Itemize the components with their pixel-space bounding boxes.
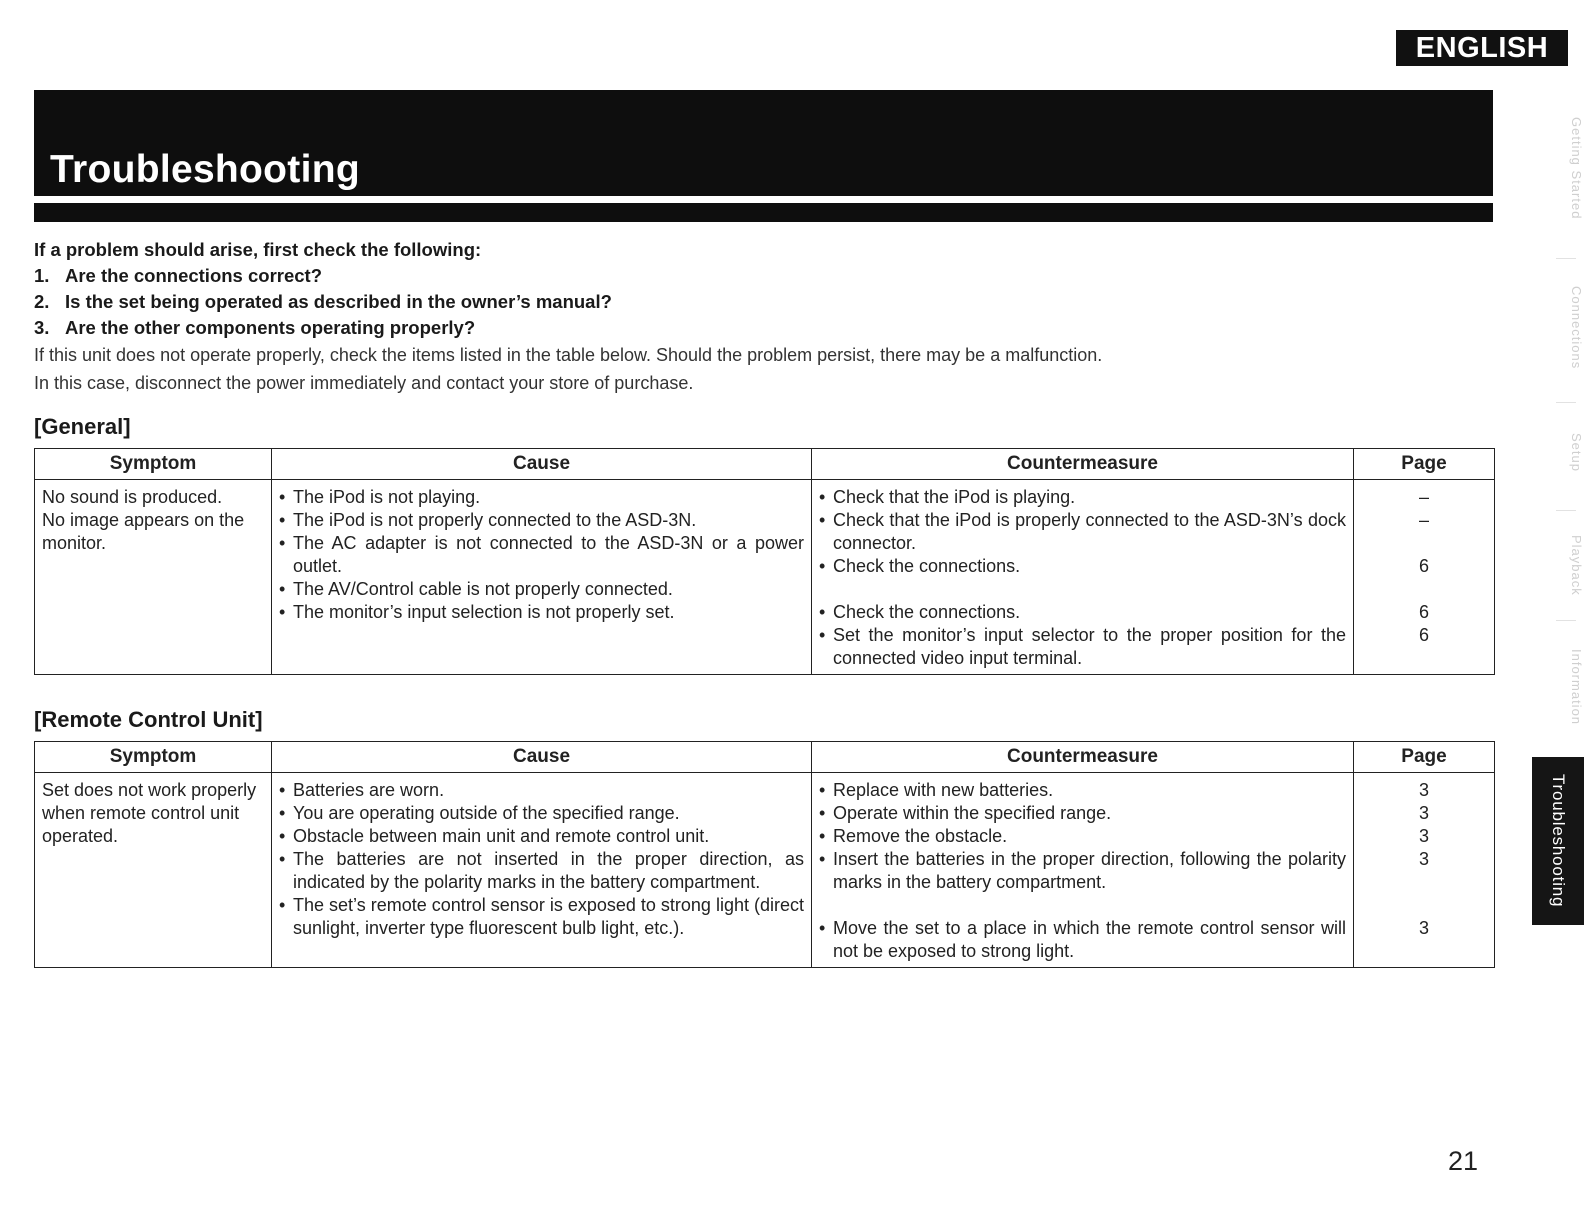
intro-question-2	[34, 289, 1334, 315]
cause-cell	[272, 480, 812, 675]
page-header: Page	[1354, 742, 1495, 773]
countermeasure-cell	[812, 480, 1354, 675]
cause-header: Cause	[272, 742, 812, 773]
countermeasure-item: • Move the set to a place in which the remote control sensor will not be exposed to strong light.	[819, 917, 1346, 963]
countermeasure-item: • Check that the iPod is properly connected to the ASD-3N’s dock connector.	[819, 509, 1346, 555]
cause-item: • The iPod is not playing.	[279, 486, 804, 509]
cause-item: • You are operating outside of the specified range.	[279, 802, 804, 825]
spacer	[1361, 578, 1487, 601]
tab-divider	[1556, 402, 1576, 403]
page-ref: –	[1418, 510, 1429, 530]
page-ref: 3	[1418, 918, 1429, 938]
cause-item: • The AV/Control cable is not properly connected.	[279, 578, 804, 601]
intro-note-2: In this case, disconnect the power immediately and contact your store of purchase.	[34, 373, 694, 393]
cause-item: • The set’s remote control sensor is exposed to strong light (direct sunlight, inverter type fluorescent bulb light, etc.).	[279, 894, 804, 940]
spacer	[1361, 894, 1487, 917]
question-text: Is the set being operated as described in the owner’s manual?	[65, 291, 612, 312]
cause-item: • The batteries are not inserted in the proper direction, as indicated by the polarity marks in the battery compartment.	[279, 848, 804, 894]
page-cell	[1354, 480, 1495, 675]
side-tab-connections[interactable]: Connections	[1569, 286, 1584, 370]
countermeasure-item: • Check the connections.	[819, 555, 1346, 578]
countermeasure-header: Countermeasure	[812, 449, 1354, 480]
question-number: 2.	[34, 291, 50, 312]
cause-item: • The monitor’s input selection is not properly set.	[279, 601, 804, 624]
symptom-text: Set does not work properly when remote control unit operated.	[42, 780, 257, 846]
page-number: 21	[1448, 1146, 1479, 1176]
remote-heading: [Remote Control Unit]	[34, 707, 263, 732]
countermeasure-header: Countermeasure	[812, 742, 1354, 773]
countermeasure-item: • Set the monitor’s input selector to the proper position for the connected video input terminal.	[819, 624, 1346, 670]
spacer	[1361, 871, 1487, 894]
spacer	[819, 894, 1346, 917]
countermeasure-item: • Remove the obstacle.	[819, 825, 1346, 848]
remote-table-header	[35, 742, 1495, 773]
cause-cell	[272, 773, 812, 968]
question-text: Are the other components operating properly?	[65, 317, 476, 338]
question-number: 1.	[34, 265, 50, 286]
title-bar	[34, 90, 1493, 196]
side-tabs	[1548, 90, 1584, 750]
symptom-text: No sound is produced.	[42, 487, 223, 507]
tab-divider	[1556, 510, 1576, 511]
cause-item: • Batteries are worn.	[279, 779, 804, 802]
table-row	[35, 480, 1495, 675]
symptom-header: Symptom	[35, 742, 272, 773]
question-text: Are the connections correct?	[65, 265, 323, 286]
side-tab-getting-started[interactable]: Getting Started	[1569, 116, 1584, 220]
countermeasure-item: • Operate within the specified range.	[819, 802, 1346, 825]
title-underbar	[34, 203, 1493, 222]
page-ref: 6	[1418, 602, 1429, 622]
tab-divider	[1556, 258, 1576, 259]
general-table-header	[35, 449, 1495, 480]
page-ref: 3	[1418, 849, 1429, 869]
page-ref: 6	[1418, 556, 1429, 576]
side-tab-setup[interactable]: Setup	[1569, 432, 1584, 472]
intro-question-1	[34, 263, 1334, 289]
page-header: Page	[1354, 449, 1495, 480]
tab-divider	[1556, 620, 1576, 621]
cause-item: • The AC adapter is not connected to the ASD-3N or a power outlet.	[279, 532, 804, 578]
page-ref: 3	[1418, 826, 1429, 846]
remote-table	[34, 741, 1495, 968]
side-tab-information[interactable]: Information	[1569, 649, 1584, 726]
general-heading: [General]	[34, 414, 131, 439]
cause-header: Cause	[272, 449, 812, 480]
intro-question-3	[34, 315, 1334, 341]
symptom-cell	[35, 773, 272, 968]
language-badge: ENGLISH	[1396, 30, 1568, 66]
symptom-cell	[35, 480, 272, 675]
spacer	[819, 578, 1346, 601]
intro-lead: If a problem should arise, first check the following:	[34, 239, 482, 260]
page-ref: –	[1418, 487, 1429, 507]
side-tab-troubleshooting[interactable]: Troubleshooting	[1532, 757, 1584, 925]
page-ref: 6	[1418, 625, 1429, 645]
symptom-header: Symptom	[35, 449, 272, 480]
intro-section	[34, 237, 1334, 397]
countermeasure-cell	[812, 773, 1354, 968]
countermeasure-item: • Check the connections.	[819, 601, 1346, 624]
page-cell	[1354, 773, 1495, 968]
page-ref: 3	[1418, 803, 1429, 823]
countermeasure-item: • Check that the iPod is playing.	[819, 486, 1346, 509]
cause-item: • Obstacle between main unit and remote control unit.	[279, 825, 804, 848]
page-ref: 3	[1418, 780, 1429, 800]
side-tab-playback[interactable]: Playback	[1569, 534, 1584, 596]
cause-item: • The iPod is not properly connected to the ASD-3N.	[279, 509, 804, 532]
question-number: 3.	[34, 317, 50, 338]
countermeasure-item: • Insert the batteries in the proper direction, following the polarity marks in the battery compartment.	[819, 848, 1346, 894]
symptom-text: No image appears on the monitor.	[42, 510, 245, 553]
intro-note-1: If this unit does not operate properly, check the items listed in the table below. Should the problem persist, there may be a malfunction.	[34, 345, 1103, 365]
page-title: Troubleshooting	[50, 148, 360, 191]
table-row	[35, 773, 1495, 968]
general-table	[34, 448, 1495, 675]
countermeasure-item: • Replace with new batteries.	[819, 779, 1346, 802]
spacer	[1361, 532, 1487, 555]
